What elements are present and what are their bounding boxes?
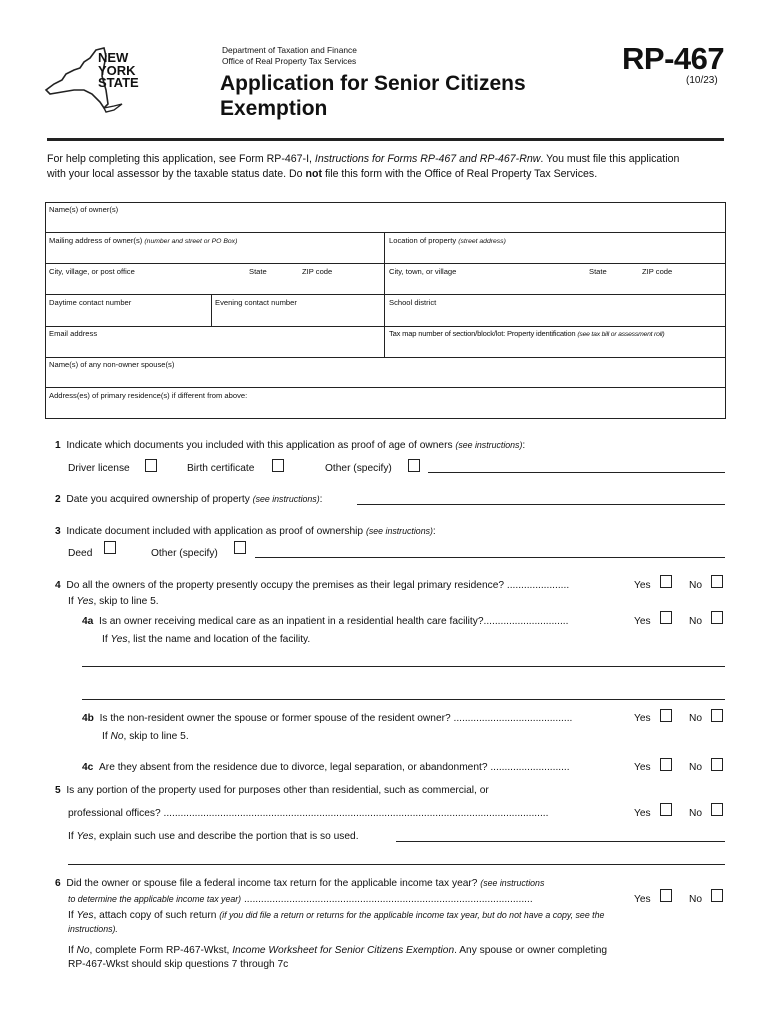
property-state-field[interactable]: State (589, 267, 607, 276)
q5-no-label: No (689, 808, 703, 819)
q4b-yes-checkbox[interactable] (660, 709, 672, 722)
q3-deed-label: Deed (68, 548, 93, 559)
mailing-zip-field[interactable]: ZIP code (302, 267, 333, 276)
question-1: 1 Indicate which documents you included with this application as proof of age of owners (see instructions): (55, 440, 526, 451)
non-owner-spouse-field[interactable]: Name(s) of any non-owner spouse(s) (49, 360, 175, 369)
department-header (222, 45, 357, 67)
q1-birth-certificate-label: Birth certificate (187, 463, 255, 474)
q4c-yes-label: Yes (634, 762, 651, 773)
q5-yes-checkbox[interactable] (660, 803, 672, 816)
question-4b-note: If No, skip to line 5. (102, 731, 189, 742)
q4b-no-label: No (689, 713, 703, 724)
question-4c: 4c Are they absent from the residence due to divorce, legal separation, or abandonment? ............................ (82, 762, 570, 773)
form-number: RP-467 (622, 41, 725, 76)
q4-yes-checkbox[interactable] (660, 575, 672, 588)
q6-yes-checkbox[interactable] (660, 889, 672, 902)
q6-yes-label: Yes (634, 894, 651, 905)
logo-text-state: STATE (98, 75, 139, 90)
title-line2: Exemption (220, 97, 328, 120)
email-field[interactable]: Email address (49, 329, 98, 338)
q5-explain-line-1[interactable] (396, 841, 725, 842)
q4b-yes-label: Yes (634, 713, 651, 724)
question-6: 6 Did the owner or spouse file a federal income tax return for the applicable income tax year? (see instructions (55, 878, 545, 889)
q3-other-label: Other (specify) (151, 548, 218, 559)
q4a-no-checkbox[interactable] (711, 611, 723, 624)
question-4a-note: If Yes, list the name and location of the facility. (102, 634, 311, 645)
q4a-yes-label: Yes (634, 616, 651, 627)
q4-yes-label: Yes (634, 580, 651, 591)
q3-deed-checkbox[interactable] (104, 541, 116, 554)
evening-phone-field[interactable]: Evening contact number (215, 298, 297, 307)
question-4: 4 Do all the owners of the property presently occupy the premises as their legal primary residence? ...................... (55, 580, 570, 591)
logo-text-new: NEW (98, 50, 129, 65)
q1-other-label: Other (specify) (325, 463, 392, 474)
question-6-cont: to determine the applicable income tax year) ...................................................................................................... (68, 894, 533, 905)
header-divider (47, 138, 724, 141)
question-6-no-note-cont: RP-467-Wkst should skip questions 7 through 7c (68, 959, 289, 970)
mailing-state-field[interactable]: State (249, 267, 267, 276)
q4a-facility-line-1[interactable] (82, 666, 725, 667)
intro-text: For help completing this application, see Form RP-467-I, Instructions for Forms RP-467 and RP-467-Rnw. You must file this application with your local assessor by the taxable status date. Do not file this form with the Office of Real Property Tax Services. (47, 153, 680, 180)
question-4b: 4b Is the non-resident owner the spouse or former spouse of the resident owner? .......................................... (82, 713, 573, 724)
tax-map-field[interactable]: Tax map number of section/block/lot: Property identification (see tax bill or assessment roll) (389, 329, 665, 338)
q5-yes-label: Yes (634, 808, 651, 819)
q4a-no-label: No (689, 616, 703, 627)
question-4a: 4a Is an owner receiving medical care as an inpatient in a residential health care facility?.............................. (82, 616, 569, 627)
question-2: 2 Date you acquired ownership of property (see instructions): (55, 494, 323, 505)
q3-other-specify-line[interactable] (255, 557, 725, 558)
q4a-yes-checkbox[interactable] (660, 611, 672, 624)
daytime-phone-field[interactable]: Daytime contact number (49, 298, 132, 307)
property-zip-field[interactable]: ZIP code (642, 267, 673, 276)
q5-no-checkbox[interactable] (711, 803, 723, 816)
q1-other-specify-line[interactable] (428, 472, 725, 473)
form-revision: (10/23) (686, 75, 718, 86)
form-title (220, 71, 610, 121)
q4-no-checkbox[interactable] (711, 575, 723, 588)
city-town-village-field[interactable]: City, town, or village (389, 267, 457, 276)
q1-other-checkbox[interactable] (408, 459, 420, 472)
q4-no-label: No (689, 580, 703, 591)
logo-text-york: YORK (98, 62, 136, 78)
q4c-no-checkbox[interactable] (711, 758, 723, 771)
q4c-no-label: No (689, 762, 703, 773)
question-5: 5 Is any portion of the property used for purposes other than residential, such as commercial, or (55, 785, 489, 796)
q4a-facility-line-2[interactable] (82, 699, 725, 700)
question-5-cont: professional offices? ........................................................................................................................................ (68, 808, 549, 819)
q1-driver-license-checkbox[interactable] (145, 459, 157, 472)
question-6-no-note: If No, complete Form RP-467-Wkst, Income Worksheet for Senior Citizens Exemption. Any spouse or owner completing (68, 945, 608, 956)
question-5-note: If Yes, explain such use and describe the portion that is so used. (68, 831, 359, 842)
q1-birth-certificate-checkbox[interactable] (272, 459, 284, 472)
q6-no-label: No (689, 894, 703, 905)
question-3: 3 Indicate document included with application as proof of ownership (see instructions): (55, 526, 436, 537)
mailing-address-field[interactable]: Mailing address of owner(s) (number and street or PO Box) (49, 236, 238, 245)
nys-logo (44, 46, 154, 114)
city-post-office-field[interactable]: City, village, or post office (49, 267, 135, 276)
question-4-note: If Yes, skip to line 5. (68, 596, 159, 607)
q1-driver-license-label: Driver license (68, 463, 130, 474)
school-district-field[interactable]: School district (389, 298, 437, 307)
q4c-yes-checkbox[interactable] (660, 758, 672, 771)
q4b-no-checkbox[interactable] (711, 709, 723, 722)
owners-name-field[interactable]: Name(s) of owner(s) (49, 205, 119, 214)
q5-explain-line-2[interactable] (68, 864, 725, 865)
department-name: Department of Taxation and Finance (222, 45, 357, 55)
primary-residence-field[interactable]: Address(es) of primary residence(s) if different from above: (49, 391, 248, 400)
question-6-yes-note: If Yes, attach copy of such return (if you did file a return or returns for the applicable income tax year, but do not have a copy, see the (68, 910, 605, 921)
property-location-field[interactable]: Location of property (street address) (389, 236, 506, 245)
q3-other-checkbox[interactable] (234, 541, 246, 554)
title-line1: Application for Senior Citizens (220, 72, 526, 95)
q2-date-line[interactable] (357, 504, 725, 505)
q6-no-checkbox[interactable] (711, 889, 723, 902)
office-name: Office of Real Property Tax Services (222, 55, 357, 66)
question-6-yes-note-cont: instructions). (68, 924, 118, 934)
